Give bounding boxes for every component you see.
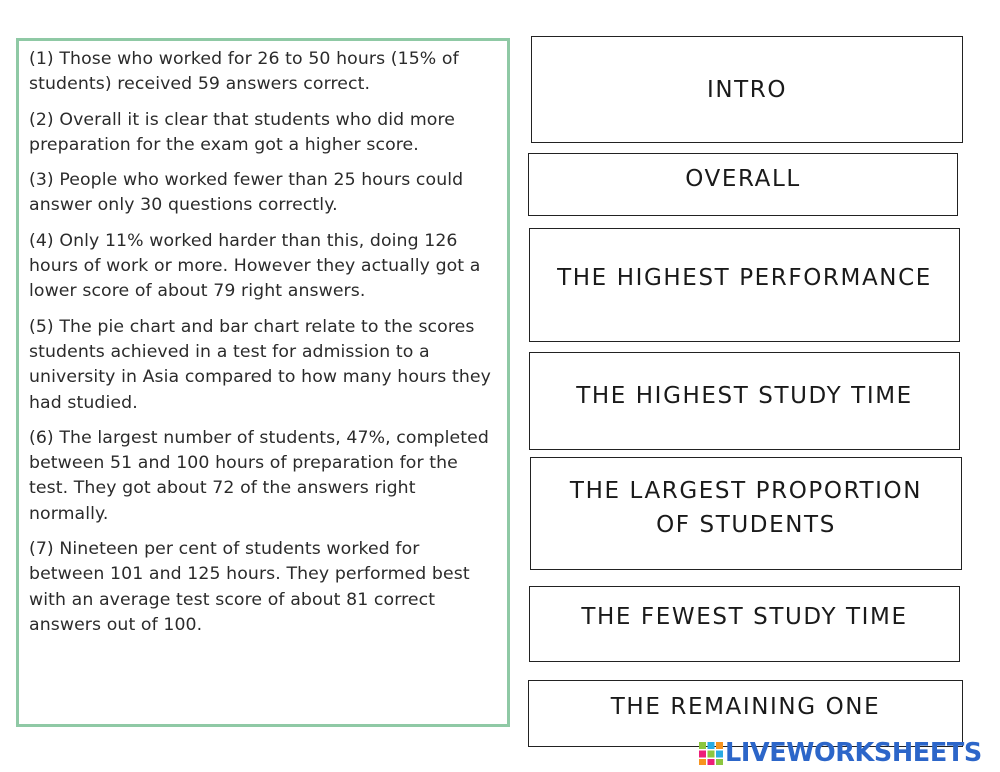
paragraph-7: (7) Nineteen per cent of students worked for between 101 and 125 hours. They performed best with an average test score of about 81 correct answers out of 100.: [29, 539, 470, 635]
label-intro: INTRO: [706, 76, 788, 103]
paragraph-2: (2) Overall it is clear that students who did more preparation for the exam got a higher score.: [29, 109, 456, 155]
label-highest-study-time: THE HIGHEST STUDY TIME: [576, 383, 913, 409]
liveworksheets-logo: [698, 737, 994, 769]
label-box-largest-proportion[interactable]: [530, 457, 962, 570]
paragraph-5: (5) The pie chart and bar chart relate to the scores students achieved in a test for admission to a university in Asia compared to how many hours they had studied.: [29, 316, 491, 413]
label-box-fewest-study-time[interactable]: [529, 586, 960, 662]
label-box-overall[interactable]: [528, 153, 958, 216]
paragraphs-panel: [16, 38, 510, 727]
label-highest-performance: THE HIGHEST PERFORMANCE: [557, 265, 932, 291]
label-fewest-study-time: THE FEWEST STUDY TIME: [581, 604, 908, 630]
logo-text: LIVEWORKSHEETS: [725, 738, 982, 768]
label-largest-proportion-line2: OF STUDENTS: [656, 512, 836, 538]
paragraph-1: (1) Those who worked for 26 to 50 hours (15% of students) received 59 answers correct.: [29, 49, 459, 95]
label-largest-proportion-line1: THE LARGEST PROPORTION: [569, 478, 923, 504]
label-box-highest-study-time[interactable]: [529, 352, 960, 450]
liveworksheets-logo-icon: [698, 740, 724, 766]
paragraph-6: (6) The largest number of students, 47%, completed between 51 and 100 hours of preparation for the test. They got about 72 of the answers right normally.: [29, 427, 489, 524]
paragraph-4: (4) Only 11% worked harder than this, doing 126 hours of work or more. However they actually got a lower score of about 79 right answers.: [29, 230, 481, 302]
label-box-intro[interactable]: [531, 36, 963, 143]
label-box-highest-performance[interactable]: [529, 228, 960, 342]
label-remaining-one: THE REMAINING ONE: [610, 694, 881, 720]
paragraph-3: (3) People who worked fewer than 25 hours could answer only 30 questions correctly.: [29, 170, 464, 216]
label-overall: OVERALL: [685, 166, 801, 192]
